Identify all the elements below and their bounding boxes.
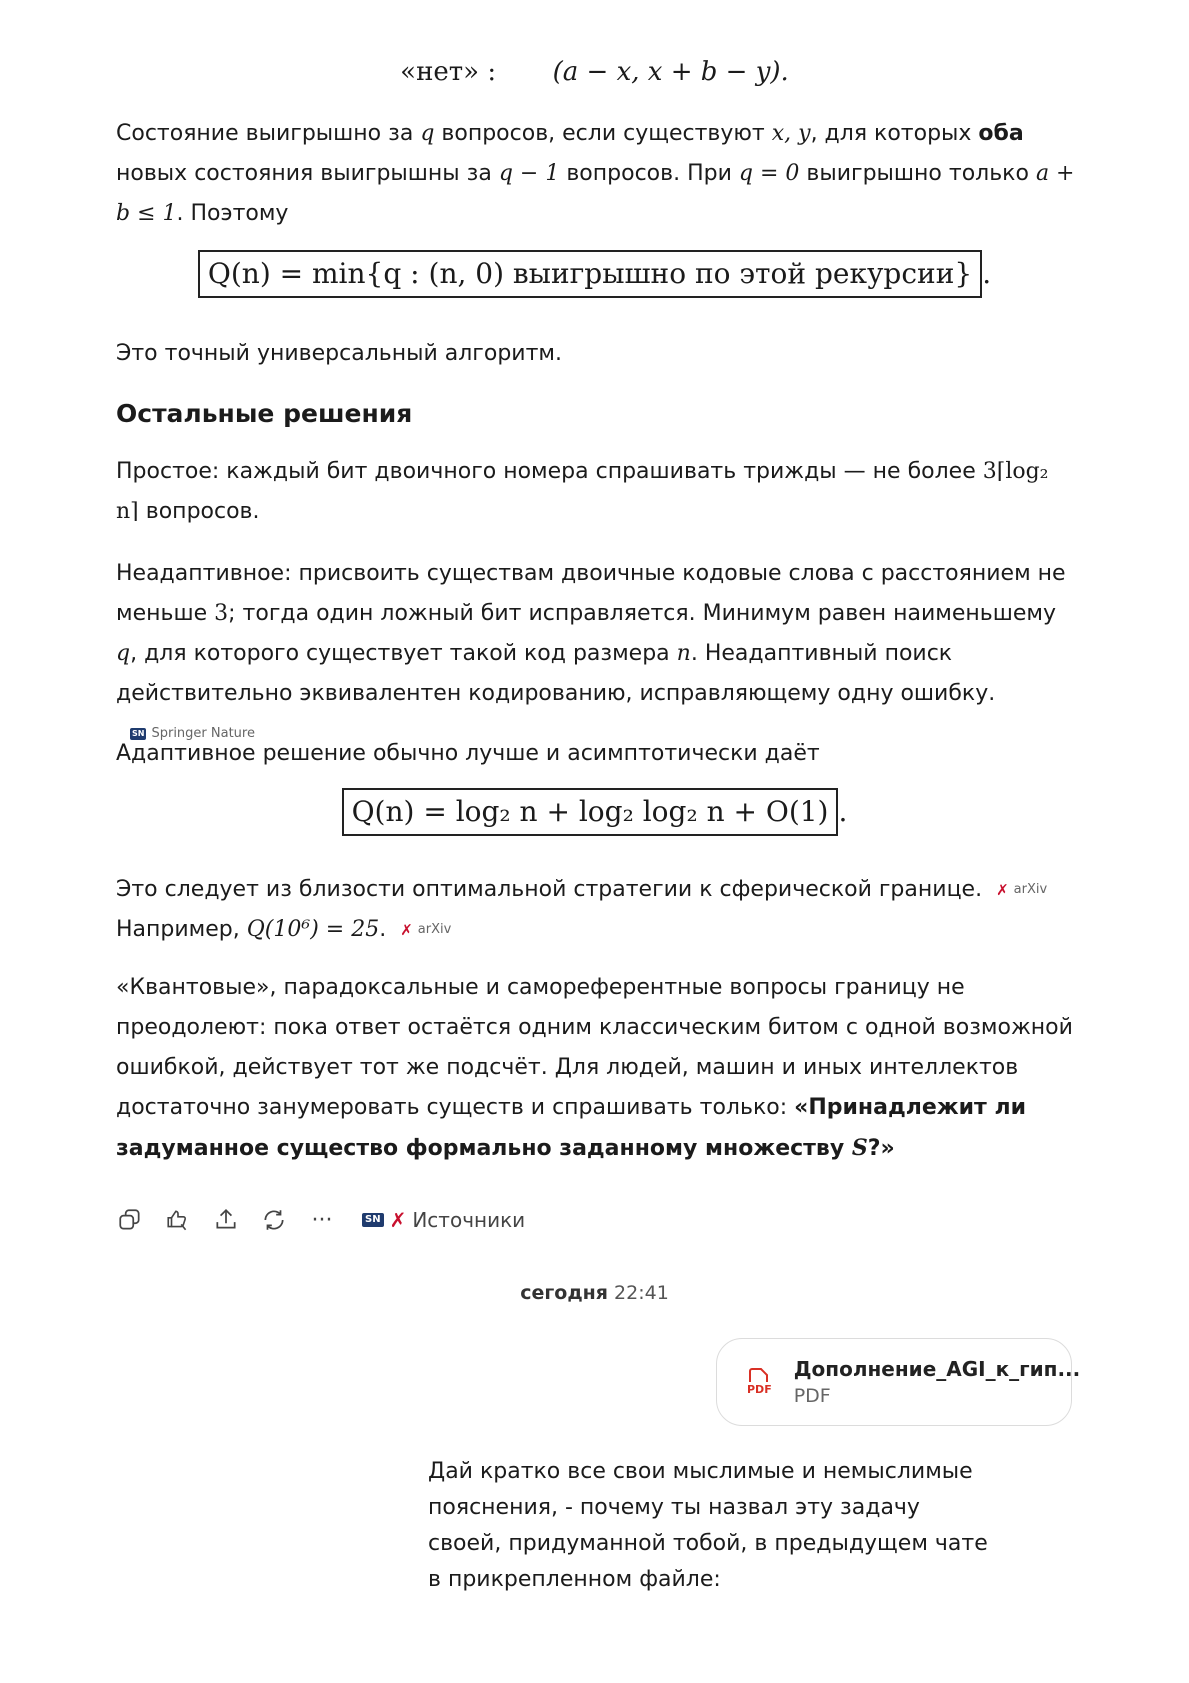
formula-q-min-box: Q(n) = min{q : (n, 0) выигрышно по этой рекурсии} [198, 250, 982, 298]
formula-asymptotic: Q(n) = log₂ n + log₂ log₂ n + O(1) . [0, 788, 1189, 836]
regenerate-icon[interactable] [260, 1206, 288, 1234]
more-icon[interactable]: ··· [311, 1207, 333, 1233]
attachment-name: Дополнение_AGI_к_гип... [793, 1357, 1081, 1381]
source-arxiv-2[interactable]: ✗ arXiv [400, 910, 451, 950]
formula-q-min: Q(n) = min{q : (n, 0) выигрышно по этой рекурсии} . [0, 250, 1189, 298]
user-message: Дай кратко все свои мыслимые и немыслимые пояснения, - почему ты назвал эту задачу своей, придуманной тобой, в предыдущем чате в прикрепленном файле: [428, 1459, 988, 1592]
paragraph-exact-algorithm: Это точный универсальный алгоритм. [116, 341, 562, 366]
message-timestamp: сегодня 22:41 [520, 1282, 669, 1304]
arxiv-icon: ✗ [400, 921, 413, 939]
arxiv-icon: ✗ [996, 881, 1009, 899]
attachment-type: PDF [793, 1385, 831, 1407]
copy-icon[interactable] [116, 1206, 144, 1234]
sources-label: Источники [412, 1208, 526, 1232]
no-branch-expr: (a − x, x + b − y). [552, 57, 789, 87]
paragraph-adaptive: Адаптивное решение обычно лучше и асимптотически даёт [116, 741, 820, 766]
share-icon[interactable] [212, 1206, 240, 1234]
message-actions-toolbar [116, 1200, 525, 1240]
arxiv-icon: ✗ [389, 1208, 407, 1232]
sources-button[interactable] [362, 1208, 525, 1232]
paragraph-nonadaptive: Неадаптивное: присвоить существам двоичные кодовые слова с расстоянием не меньше 3; тогда один ложный бит исправляется. Минимум равен наименьшему q, для которого существует такой код размера n. Неадаптивный поиск действительно эквивалентен кодированию, исправляющему одну ошибку. SN Springer Nature [116, 554, 1076, 754]
pdf-file-icon: PDF [747, 1368, 772, 1396]
attachment-card[interactable] [716, 1338, 1081, 1426]
paragraph-quantum: «Квантовые», парадоксальные и самореферентные вопросы границу не преодолеют: пока ответ остаётся одним классическим битом с одной возможной ошибкой, действует тот же подсчёт. Для людей, машин и иных интеллектов достаточно занумеровать существ и спрашивать только: «Принадлежит ли задуманное существо формально заданному множеству S?» [116, 975, 1073, 1161]
springer-nature-icon: SN [362, 1213, 384, 1227]
formula-asymptotic-box: Q(n) = log₂ n + log₂ log₂ n + O(1) [342, 788, 839, 836]
no-branch-formula [0, 52, 1189, 92]
paragraph-simple-solution: Простое: каждый бит двоичного номера спрашивать трижды — не более 3⌈log₂ n⌉ вопросов. [116, 459, 1049, 524]
paragraph-sphere-bound: Это следует из близости оптимальной стратегии к сферической границе. ✗ arXiv Например, Q(10⁶) = 25. ✗ arXiv [116, 870, 1076, 950]
no-branch-label: «нет» : [400, 57, 497, 87]
source-arxiv-1[interactable]: ✗ arXiv [996, 870, 1047, 910]
paragraph-winning-state: Состояние выигрышно за q вопросов, если существуют x, y, для которых оба новых состояния выигрышны за q − 1 вопросов. При q = 0 выигрышно только a + b ≤ 1. Поэтому [116, 121, 1075, 226]
springer-nature-icon: SN [132, 729, 145, 738]
source-springer-nature[interactable]: SN Springer Nature [132, 726, 255, 741]
thumbs-icon[interactable] [164, 1206, 192, 1234]
section-heading: Остальные решения [116, 399, 413, 428]
